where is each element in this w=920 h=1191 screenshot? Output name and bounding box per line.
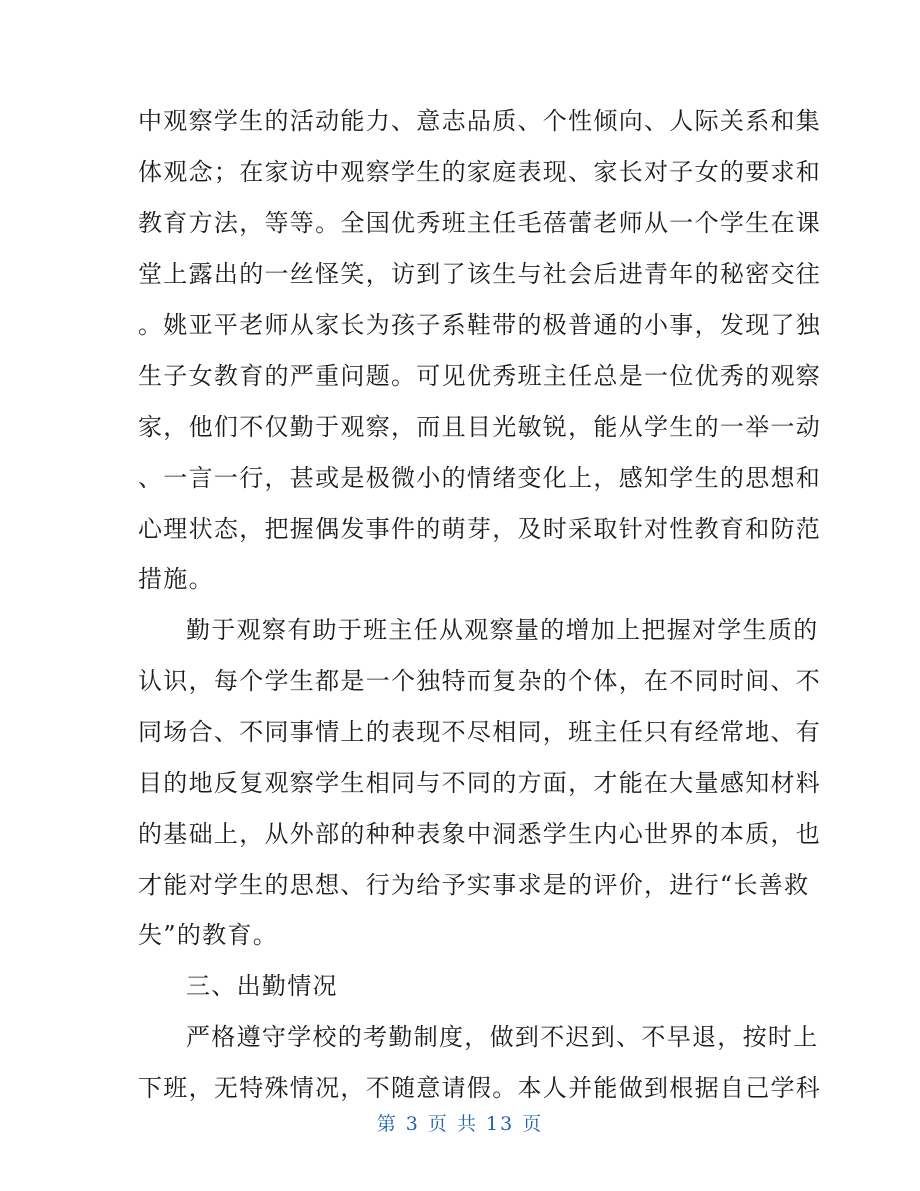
body-text-line: 心理状态，把握偶发事件的萌芽，及时采取针对性教育和防范	[138, 515, 822, 543]
body-text-line: 失”的教育。	[138, 921, 279, 949]
body-text-line: 下班，无特殊情况，不随意请假。本人并能做到根据自己学科	[138, 1074, 822, 1102]
body-text-line: 体观念；在家访中观察学生的家庭表现、家长对子女的要求和	[138, 158, 822, 186]
body-text-line: 的基础上，从外部的种种表象中洞悉学生内心世界的本质，也	[138, 820, 822, 848]
body-text-line: 堂上露出的一丝怪笑，访到了该生与社会后进青年的秘密交往	[138, 260, 822, 288]
body-text-line: 家，他们不仅勤于观察，而且目光敏锐，能从学生的一举一动	[138, 413, 822, 441]
section-heading: 三、出勤情况	[186, 972, 338, 1000]
body-text-line: 才能对学生的思想、行为给予实事求是的评价，进行“长善救	[138, 871, 810, 899]
body-text-line: 认识，每个学生都是一个独特而复杂的个体，在不同时间、不	[138, 667, 822, 695]
paragraph-start-line: 严格遵守学校的考勤制度，做到不迟到、不早退，按时上	[186, 1023, 819, 1051]
body-text-line: 。姚亚平老师从家长为孩子系鞋带的极普通的小事，发现了独	[138, 311, 822, 339]
body-text-line: 生子女教育的严重问题。可见优秀班主任总是一位优秀的观察	[138, 362, 822, 390]
page-number-footer: 第 3 页 共 13 页	[376, 1113, 544, 1135]
body-text-line: 、一言一行，甚或是极微小的情绪变化上，感知学生的思想和	[138, 464, 822, 492]
body-text-line: 中观察学生的活动能力、意志品质、个性倾向、人际关系和集	[138, 107, 822, 135]
body-text-line: 同场合、不同事情上的表现不尽相同，班主任只有经常地、有	[138, 718, 822, 746]
body-text-line: 教育方法，等等。全国优秀班主任毛蓓蕾老师从一个学生在课	[138, 209, 822, 237]
body-text-line: 措施。	[138, 565, 214, 593]
paragraph-start-line: 勤于观察有助于班主任从观察量的增加上把握对学生质的	[186, 616, 819, 644]
body-text-line: 目的地反复观察学生相同与不同的方面，才能在大量感知材料	[138, 769, 822, 797]
